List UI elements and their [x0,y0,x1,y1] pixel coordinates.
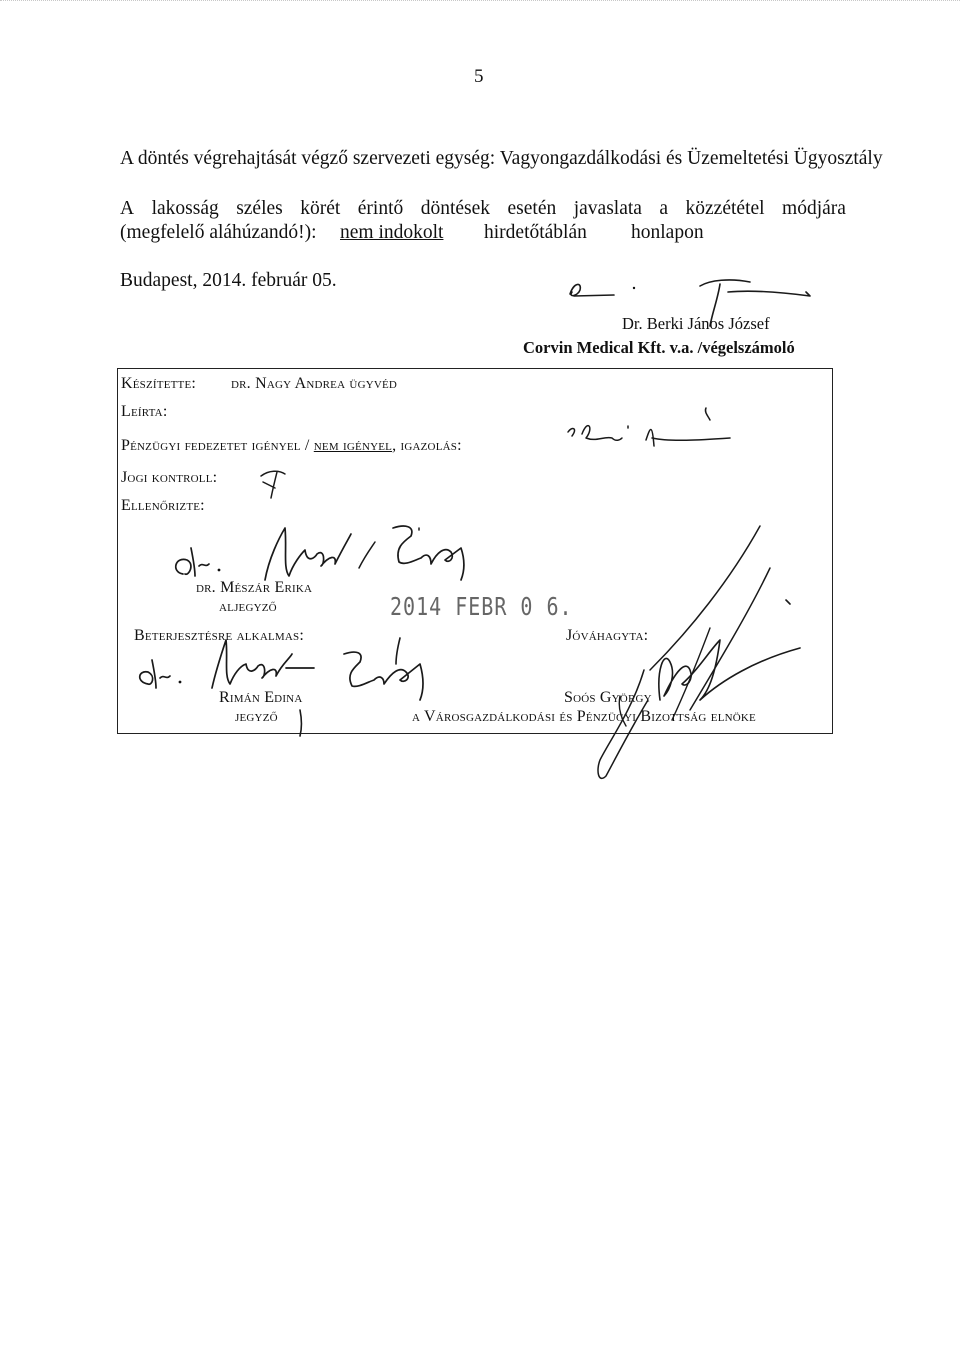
checked-by-label: Ellenőrizte: [121,497,205,514]
deputy-notary-name: dr. Mészár Erika [196,579,313,596]
publication-word: döntések [420,198,491,219]
financial-coverage-suffix: , igazolás: [392,437,462,454]
place-and-date: Budapest, 2014. február 05. [120,270,337,291]
publication-instruction: (megfelelő aláhúzandó!): [120,222,317,243]
publication-word: a [659,198,669,219]
typed-by-label: Leírta: [121,403,168,420]
publication-word: javaslata [573,198,642,219]
notary-name: Rimán Edina [219,689,303,706]
legal-control-label: Jogi kontroll: [121,469,218,486]
financial-coverage-line [121,437,462,455]
notary-signature [130,624,470,744]
page-number: 5 [474,66,484,87]
executing-unit-line: A döntés végrehajtását végző szervezeti egység: Vagyongazdálkodási és Üzemeltetési Ügyosztály [120,148,883,169]
signatory-role: Corvin Medical Kft. v.a. /végelszámoló [523,338,795,357]
publication-option-noticeboard: hirdetőtáblán [484,222,587,243]
publication-word: széles [236,198,283,219]
publication-option-website: honlapon [631,222,704,243]
legal-control-initials [255,462,295,512]
scan-edge [0,0,960,7]
signatory-name: Dr. Berki János József [622,314,770,333]
publication-word: A [120,198,135,219]
publication-question-row [120,198,846,220]
committee-chair-name: Soós György [564,689,652,706]
approved-by-label: Jóváhagyta: [566,627,649,644]
financial-coverage-prefix: Pénzügyi fedezetet igényel / [121,437,314,454]
publication-word: esetén [507,198,557,219]
publication-option-not-justified: nem indokolt [340,222,444,243]
submission-ready-label: Beterjesztésre alkalmas: [134,627,304,644]
committee-chair-signature [560,520,820,790]
deputy-notary-title: aljegyző [219,598,277,615]
committee-chair-title: a Városgazdálkodási és Pénzügyi Bizottság elnöke [412,708,756,725]
publication-word: módjára [782,198,846,219]
deputy-notary-signature [165,508,505,598]
financial-coverage-selected: nem igényel [313,437,393,454]
notary-title: jegyző [235,708,278,725]
prepared-by-label: Készítette: [121,375,197,392]
prepared-by-value: dr. Nagy Andrea ügyvéd [231,375,398,392]
publication-word: körét [300,198,341,219]
publication-word: lakosság [151,198,219,219]
received-date-stamp: 2014 FEBR 0 6. [390,591,573,621]
publication-word: közzététel [685,198,765,219]
financial-initials-signature [560,398,740,458]
publication-word: érintő [357,198,404,219]
